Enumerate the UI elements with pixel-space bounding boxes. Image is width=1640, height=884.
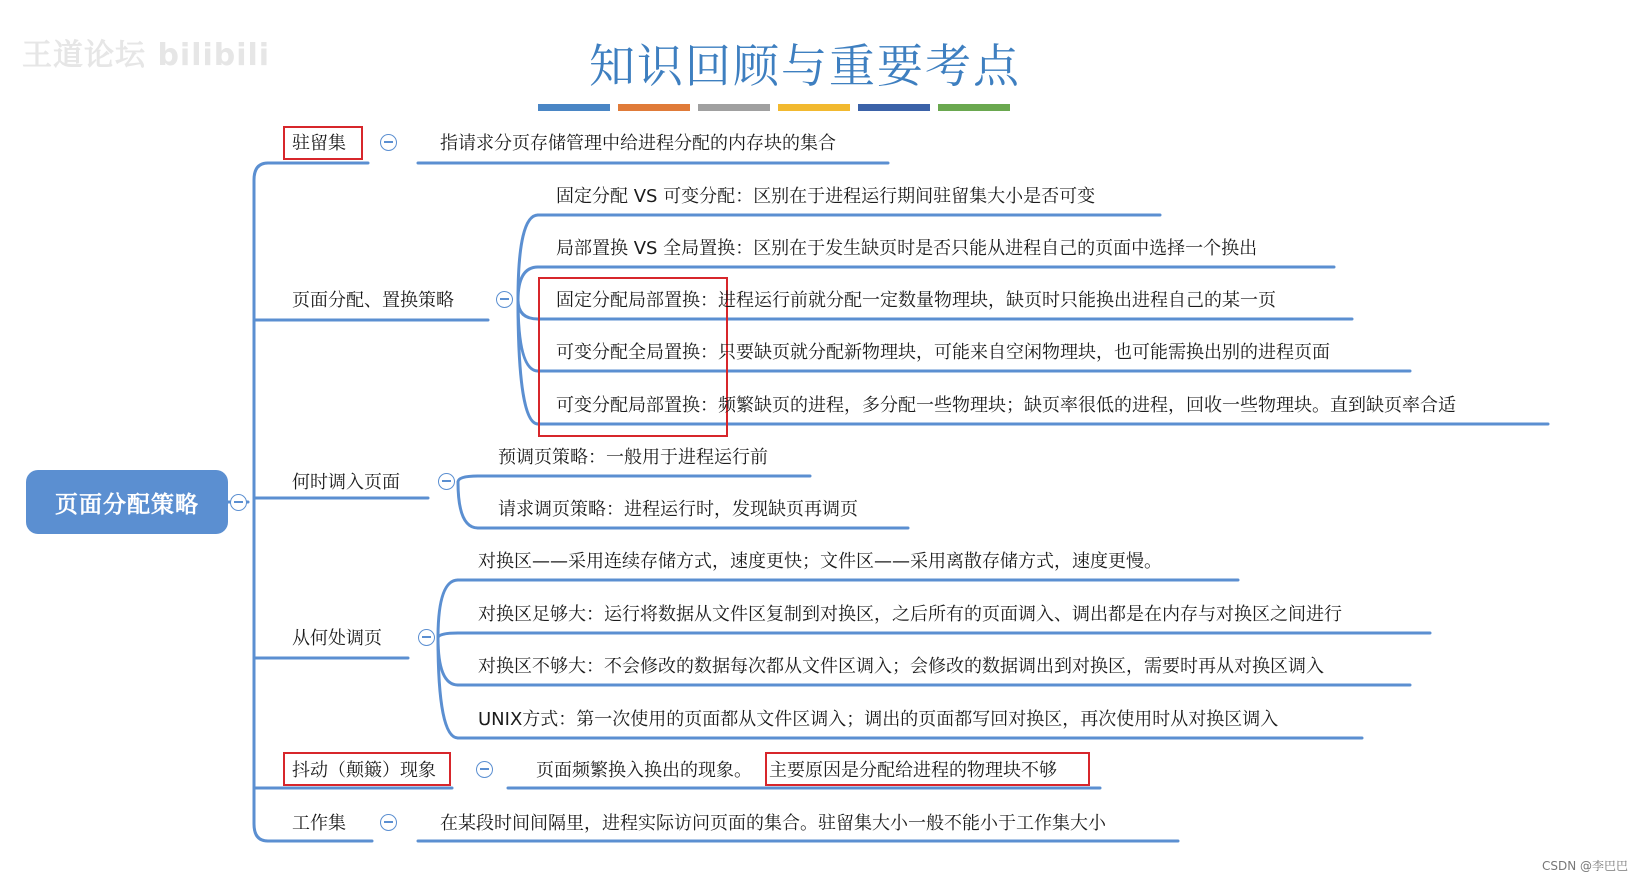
item-key: 请求调页策略 — [498, 499, 606, 520]
where-load-item: 对换区——采用连续存储方式，速度更快；文件区——采用离散存储方式，速度更慢。 — [478, 551, 1162, 572]
root-node[interactable]: 页面分配策略 — [26, 470, 228, 534]
allocation-item: 可变分配局部置换：频繁缺页的进程，多分配一些物理块；缺页率很低的进程，回收一些物理块。直到缺页率合适 — [556, 395, 1456, 416]
allocation-item: 局部置换 VS 全局置换：区别在于发生缺页时是否只能从进程自己的页面中选择一个换出 — [556, 238, 1258, 259]
branch-allocation-policy[interactable]: 页面分配、置换策略 — [292, 290, 454, 311]
item-key: 局部置换 VS 全局置换 — [556, 238, 736, 259]
item-key: 固定分配局部置换 — [556, 290, 700, 311]
branch-when-load[interactable]: 何时调入页面 — [292, 472, 400, 493]
collapse-toggle[interactable] — [476, 761, 493, 778]
item-key: 可变分配局部置换 — [556, 395, 700, 416]
accent-bar — [858, 104, 930, 111]
allocation-item: 固定分配局部置换：进程运行前就分配一定数量物理块，缺页时只能换出进程自己的某一页 — [556, 290, 1276, 311]
when-load-item: 预调页策略：一般用于进程运行前 — [498, 447, 768, 468]
working-set-desc: 在某段时间间隔里，进程实际访问页面的集合。驻留集大小一般不能小于工作集大小 — [440, 813, 1106, 834]
branch-resident-set[interactable]: 驻留集 — [292, 133, 346, 154]
accent-bar — [938, 104, 1010, 111]
accent-bar — [618, 104, 690, 111]
allocation-item: 可变分配全局置换：只要缺页就分配新物理块，可能来自空闲物理块，也可能需换出别的进程页面 — [556, 342, 1330, 363]
collapse-toggle[interactable] — [438, 473, 455, 490]
collapse-toggle[interactable] — [496, 291, 513, 308]
item-value: 只要缺页就分配新物理块，可能来自空闲物理块，也可能需换出别的进程页面 — [718, 342, 1330, 363]
item-key: 预调页策略 — [498, 447, 588, 468]
item-value: 频繁缺页的进程，多分配一些物理块；缺页率很低的进程，回收一些物理块。直到缺页率合适 — [718, 395, 1456, 416]
resident-set-desc: 指请求分页存储管理中给进程分配的内存块的集合 — [440, 133, 836, 154]
item-value: 一般用于进程运行前 — [606, 447, 768, 468]
item-value: 进程运行前就分配一定数量物理块，缺页时只能换出进程自己的某一页 — [718, 290, 1276, 311]
item-value: 区别在于进程运行期间驻留集大小是否可变 — [753, 186, 1096, 207]
page-title: 知识回顾与重要考点 — [589, 39, 1021, 93]
allocation-item: 固定分配 VS 可变分配：区别在于进程运行期间驻留集大小是否可变 — [556, 186, 1096, 207]
accent-bar — [698, 104, 770, 111]
item-key: 固定分配 VS 可变分配 — [556, 186, 736, 207]
item-value: 区别在于发生缺页时是否只能从进程自己的页面中选择一个换出 — [753, 238, 1258, 259]
collapse-toggle[interactable] — [380, 814, 397, 831]
thrashing-desc: 页面频繁换入换出的现象。 — [536, 760, 752, 781]
collapse-toggle[interactable] — [418, 629, 435, 646]
where-load-item: 对换区不够大：不会修改的数据每次都从文件区调入；会修改的数据调出到对换区，需要时再从对换区调入 — [478, 656, 1324, 677]
credit-label: CSDN @李巴巴 — [1541, 859, 1628, 873]
collapse-toggle[interactable] — [380, 134, 397, 151]
thrashing-cause: 主要原因是分配给进程的物理块不够 — [769, 760, 1057, 781]
item-key: 可变分配全局置换 — [556, 342, 700, 363]
item-value: 进程运行时，发现缺页再调页 — [624, 499, 858, 520]
when-load-item: 请求调页策略：进程运行时，发现缺页再调页 — [498, 499, 858, 520]
branch-working-set[interactable]: 工作集 — [292, 813, 346, 834]
collapse-toggle[interactable] — [230, 494, 247, 511]
accent-bar — [778, 104, 850, 111]
watermark: 王道论坛 bilibili — [22, 38, 271, 73]
branch-thrashing[interactable]: 抖动（颠簸）现象 — [292, 760, 436, 781]
where-load-item: UNIX方式：第一次使用的页面都从文件区调入；调出的页面都写回对换区，再次使用时从对换区调入 — [478, 709, 1279, 730]
accent-bar — [538, 104, 610, 111]
where-load-item: 对换区足够大：运行将数据从文件区复制到对换区，之后所有的页面调入、调出都是在内存与对换区之间进行 — [478, 604, 1342, 625]
branch-where-load[interactable]: 从何处调页 — [292, 628, 382, 649]
title-accent-bars — [538, 104, 1010, 111]
